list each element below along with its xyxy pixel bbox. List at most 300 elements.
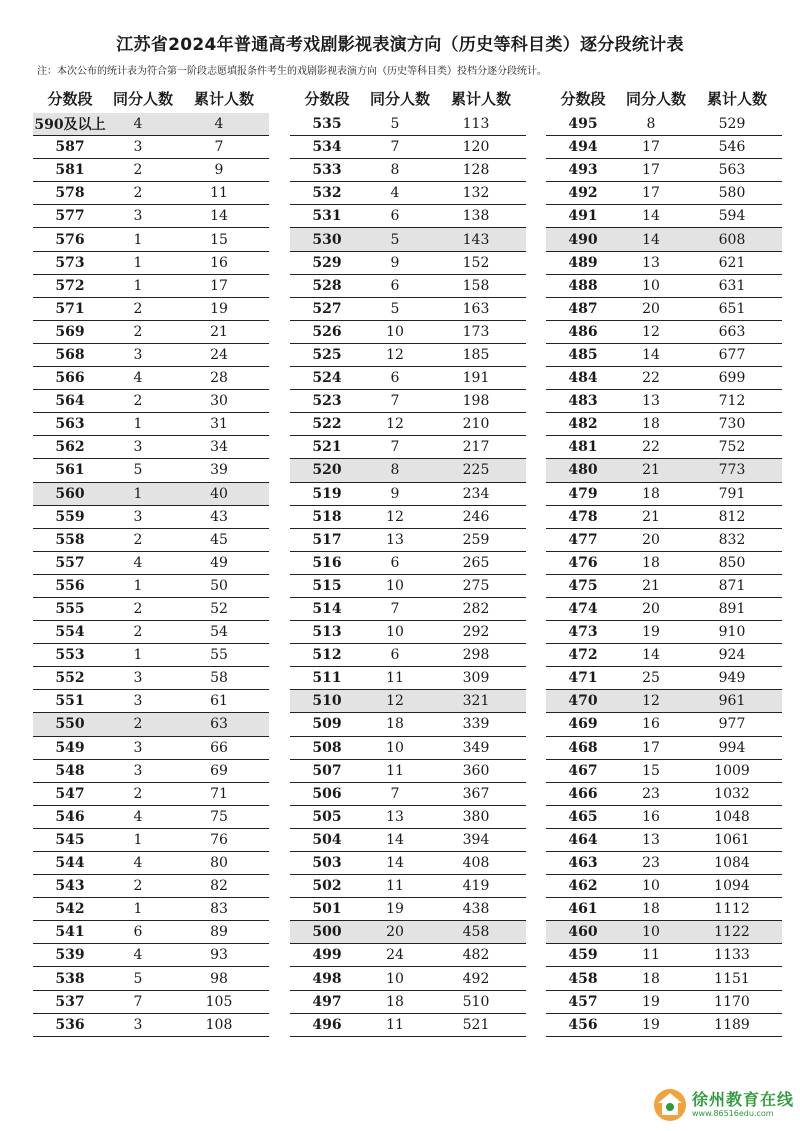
table-row [290, 344, 526, 367]
cumulative-cell: 1189 [714, 1016, 750, 1033]
table-row [546, 159, 782, 182]
cumulative-cell: 4 [214, 116, 224, 133]
cumulative-cell: 1122 [714, 924, 750, 941]
count-cell: 7 [390, 393, 400, 410]
table-row [33, 783, 269, 806]
cumulative-cell: 17 [210, 277, 228, 294]
cumulative-cell: 143 [462, 231, 490, 248]
table-row [33, 506, 269, 529]
score-cell: 489 [568, 254, 598, 271]
score-cell: 464 [568, 831, 598, 848]
table-row [33, 275, 269, 298]
score-cell: 545 [55, 831, 85, 848]
score-cell: 484 [568, 370, 598, 387]
score-cell: 559 [55, 508, 85, 525]
cumulative-cell: 225 [462, 462, 490, 479]
count-cell: 24 [386, 947, 404, 964]
score-cell: 539 [55, 947, 85, 964]
count-cell: 2 [133, 624, 143, 641]
page-title: 江苏省2024年普通高考戏剧影视表演方向（历史等科目类）逐分段统计表 [116, 35, 684, 55]
cumulative-cell: 712 [718, 393, 746, 410]
count-cell: 3 [133, 439, 143, 456]
cumulative-cell: 76 [210, 831, 228, 848]
table-row [33, 690, 269, 713]
score-cell: 551 [55, 693, 85, 710]
count-cell: 10 [642, 924, 660, 941]
score-cell: 564 [55, 393, 85, 410]
count-cell: 4 [133, 947, 143, 964]
cumulative-cell: 105 [205, 993, 233, 1010]
score-cell: 473 [568, 624, 598, 641]
score-cell: 572 [55, 277, 85, 294]
cumulative-cell: 419 [462, 878, 490, 895]
cumulative-cell: 14 [210, 208, 228, 225]
score-cell: 554 [55, 624, 85, 641]
score-cell: 523 [312, 393, 342, 410]
table-row [290, 829, 526, 852]
score-cell: 516 [312, 554, 342, 571]
score-cell: 527 [312, 300, 342, 317]
cumulative-cell: 408 [462, 855, 490, 872]
count-cell: 1 [133, 831, 143, 848]
count-cell: 25 [642, 670, 660, 687]
table-row [290, 875, 526, 898]
count-cell: 10 [386, 323, 404, 340]
score-cell: 546 [55, 808, 85, 825]
table-row [546, 760, 782, 783]
count-cell: 5 [390, 300, 400, 317]
count-cell: 3 [133, 693, 143, 710]
count-cell: 7 [390, 139, 400, 156]
cumulative-cell: 1151 [714, 970, 750, 987]
table-row [290, 529, 526, 552]
score-cell: 506 [312, 785, 342, 802]
count-cell: 13 [386, 808, 404, 825]
table-row [546, 667, 782, 690]
score-cell: 590及以上 [34, 117, 106, 134]
table-row [290, 690, 526, 713]
cumulative-cell: 529 [718, 116, 746, 133]
count-cell: 18 [642, 901, 660, 918]
count-cell: 4 [133, 554, 143, 571]
cumulative-cell: 128 [462, 162, 490, 179]
count-cell: 7 [133, 993, 143, 1010]
cumulative-cell: 339 [462, 716, 490, 733]
table-row [33, 921, 269, 944]
cumulative-cell: 510 [462, 993, 490, 1010]
score-cell: 507 [312, 762, 342, 779]
cumulative-cell: 24 [210, 346, 228, 363]
table-row [290, 760, 526, 783]
score-cell: 563 [55, 416, 85, 433]
cumulative-cell: 80 [210, 855, 228, 872]
count-cell: 7 [390, 785, 400, 802]
cumulative-cell: 651 [718, 300, 746, 317]
score-cell: 472 [568, 647, 598, 664]
score-cell: 535 [312, 116, 342, 133]
header-score: 分数段 [560, 89, 606, 108]
table-row [290, 321, 526, 344]
count-cell: 3 [133, 208, 143, 225]
score-cell: 509 [312, 716, 342, 733]
count-cell: 2 [133, 531, 143, 548]
table-row [546, 298, 782, 321]
table-row [33, 806, 269, 829]
count-cell: 19 [642, 1016, 660, 1033]
table-row [546, 737, 782, 760]
count-cell: 2 [133, 878, 143, 895]
table-row [546, 228, 782, 251]
cumulative-cell: 546 [718, 139, 746, 156]
cumulative-cell: 34 [210, 439, 228, 456]
count-cell: 16 [642, 716, 660, 733]
score-cell: 480 [568, 462, 598, 479]
score-cell: 469 [568, 716, 598, 733]
table-column-1 [33, 86, 269, 1037]
table-row [290, 390, 526, 413]
count-cell: 1 [133, 277, 143, 294]
cumulative-cell: 138 [462, 208, 490, 225]
table-row [546, 783, 782, 806]
table-row [290, 598, 526, 621]
score-cell: 462 [568, 878, 598, 895]
cumulative-cell: 1061 [714, 831, 750, 848]
score-cell: 534 [312, 139, 342, 156]
count-cell: 19 [386, 901, 404, 918]
score-cell: 514 [312, 601, 342, 618]
score-cell: 553 [55, 647, 85, 664]
score-cell: 543 [55, 878, 85, 895]
score-cell: 468 [568, 739, 598, 756]
table-row [546, 459, 782, 482]
table-row [546, 205, 782, 228]
cumulative-cell: 40 [210, 485, 228, 502]
score-cell: 522 [312, 416, 342, 433]
table-row [33, 875, 269, 898]
count-cell: 18 [642, 416, 660, 433]
score-cell: 531 [312, 208, 342, 225]
score-cell: 529 [312, 254, 342, 271]
score-cell: 568 [55, 346, 85, 363]
count-cell: 6 [390, 277, 400, 294]
table-row [546, 483, 782, 506]
score-cell: 497 [312, 993, 342, 1010]
table-row [546, 875, 782, 898]
cumulative-cell: 132 [462, 185, 490, 202]
score-cell: 573 [55, 254, 85, 271]
score-cell: 515 [312, 577, 342, 594]
table-row [33, 436, 269, 459]
table-row [290, 159, 526, 182]
cumulative-cell: 1048 [714, 808, 750, 825]
cumulative-cell: 910 [718, 624, 746, 641]
score-cell: 466 [568, 785, 598, 802]
score-cell: 471 [568, 670, 598, 687]
count-cell: 11 [386, 670, 404, 687]
score-cell: 557 [55, 554, 85, 571]
table-row [546, 575, 782, 598]
score-cell: 456 [568, 1016, 598, 1033]
cumulative-cell: 292 [462, 624, 490, 641]
count-cell: 3 [133, 139, 143, 156]
score-cell: 552 [55, 670, 85, 687]
table-row [546, 552, 782, 575]
cumulative-cell: 163 [462, 300, 490, 317]
table-row [290, 783, 526, 806]
table-row [546, 413, 782, 436]
score-cell: 508 [312, 739, 342, 756]
cumulative-cell: 39 [210, 462, 228, 479]
table-row [546, 806, 782, 829]
count-cell: 11 [386, 878, 404, 895]
cumulative-cell: 75 [210, 808, 228, 825]
count-cell: 1 [133, 901, 143, 918]
count-cell: 2 [133, 601, 143, 618]
table-row [546, 344, 782, 367]
table-row [290, 644, 526, 667]
score-cell: 581 [55, 162, 85, 179]
count-cell: 6 [390, 370, 400, 387]
count-cell: 2 [133, 300, 143, 317]
table-row [33, 737, 269, 760]
table-row [290, 136, 526, 159]
table-column-2 [290, 86, 526, 1037]
cumulative-cell: 234 [462, 485, 490, 502]
score-cell: 493 [568, 162, 598, 179]
table-row [290, 275, 526, 298]
header-count: 同分人数 [112, 89, 173, 108]
cumulative-cell: 45 [210, 531, 228, 548]
table-row [33, 113, 269, 136]
header-cumulative: 累计人数 [450, 89, 511, 108]
score-cell: 558 [55, 531, 85, 548]
score-cell: 494 [568, 139, 598, 156]
count-cell: 14 [642, 346, 660, 363]
count-cell: 18 [642, 554, 660, 571]
score-cell: 476 [568, 554, 598, 571]
count-cell: 19 [642, 993, 660, 1010]
count-cell: 3 [133, 1016, 143, 1033]
table-row [33, 483, 269, 506]
cumulative-cell: 949 [718, 670, 746, 687]
cumulative-cell: 1094 [714, 878, 750, 895]
count-cell: 22 [642, 370, 660, 387]
table-row [33, 991, 269, 1014]
score-cell: 502 [312, 878, 342, 895]
count-cell: 1 [133, 647, 143, 664]
score-cell: 503 [312, 855, 342, 872]
count-cell: 20 [642, 601, 660, 618]
cumulative-cell: 9 [214, 162, 224, 179]
table-row [33, 205, 269, 228]
score-cell: 457 [568, 993, 598, 1010]
score-cell: 475 [568, 577, 598, 594]
score-cell: 479 [568, 485, 598, 502]
score-cell: 461 [568, 901, 598, 918]
table-row [33, 252, 269, 275]
score-cell: 513 [312, 624, 342, 641]
table-row [290, 252, 526, 275]
cumulative-cell: 298 [462, 647, 490, 664]
cumulative-cell: 61 [210, 693, 228, 710]
count-cell: 22 [642, 439, 660, 456]
score-cell: 517 [312, 531, 342, 548]
site-logo [652, 1085, 798, 1127]
score-cell: 560 [55, 485, 85, 502]
count-cell: 18 [642, 485, 660, 502]
header-count: 同分人数 [369, 89, 430, 108]
cumulative-cell: 608 [718, 231, 746, 248]
cumulative-cell: 63 [210, 716, 228, 733]
score-cell: 491 [568, 208, 598, 225]
count-cell: 11 [386, 762, 404, 779]
count-cell: 4 [133, 855, 143, 872]
cumulative-cell: 850 [718, 554, 746, 571]
cumulative-cell: 173 [462, 323, 490, 340]
count-cell: 2 [133, 393, 143, 410]
table-row [290, 367, 526, 390]
table-row [546, 436, 782, 459]
count-cell: 17 [642, 162, 660, 179]
table-row [33, 529, 269, 552]
header-count: 同分人数 [625, 89, 686, 108]
table-row [290, 944, 526, 967]
score-cell: 520 [312, 462, 342, 479]
count-cell: 21 [642, 508, 660, 525]
score-cell: 485 [568, 346, 598, 363]
count-cell: 5 [390, 231, 400, 248]
count-cell: 3 [133, 508, 143, 525]
table-row [290, 413, 526, 436]
table-row [290, 737, 526, 760]
score-cell: 483 [568, 393, 598, 410]
score-cell: 549 [55, 739, 85, 756]
score-cell: 477 [568, 531, 598, 548]
cumulative-cell: 158 [462, 277, 490, 294]
cumulative-cell: 191 [462, 370, 490, 387]
table-row [546, 944, 782, 967]
table-row [33, 228, 269, 251]
count-cell: 11 [386, 1016, 404, 1033]
score-cell: 547 [55, 785, 85, 802]
count-cell: 6 [390, 208, 400, 225]
cumulative-cell: 30 [210, 393, 228, 410]
cumulative-cell: 265 [462, 554, 490, 571]
header-score: 分数段 [304, 89, 350, 108]
cumulative-cell: 55 [210, 647, 228, 664]
score-cell: 511 [312, 670, 342, 687]
score-cell: 538 [55, 970, 85, 987]
score-cell: 487 [568, 300, 598, 317]
count-cell: 14 [386, 831, 404, 848]
cumulative-cell: 50 [210, 577, 228, 594]
cumulative-cell: 663 [718, 323, 746, 340]
cumulative-cell: 360 [462, 762, 490, 779]
table-column-3 [546, 86, 782, 1037]
count-cell: 4 [390, 185, 400, 202]
count-cell: 14 [386, 855, 404, 872]
table-row [33, 344, 269, 367]
table-row [290, 621, 526, 644]
score-cell: 561 [55, 462, 85, 479]
cumulative-cell: 19 [210, 300, 228, 317]
table-row [546, 182, 782, 205]
cumulative-cell: 977 [718, 716, 746, 733]
score-cell: 566 [55, 370, 85, 387]
count-cell: 6 [390, 554, 400, 571]
cumulative-cell: 66 [210, 739, 228, 756]
cumulative-cell: 7 [214, 139, 224, 156]
cumulative-cell: 832 [718, 531, 746, 548]
count-cell: 14 [642, 231, 660, 248]
cumulative-cell: 1170 [714, 993, 750, 1010]
count-cell: 5 [133, 462, 143, 479]
cumulative-cell: 43 [210, 508, 228, 525]
table-row [546, 367, 782, 390]
score-cell: 569 [55, 323, 85, 340]
cumulative-cell: 563 [718, 162, 746, 179]
count-cell: 4 [133, 370, 143, 387]
score-cell: 528 [312, 277, 342, 294]
count-cell: 12 [386, 346, 404, 363]
score-cell: 544 [55, 855, 85, 872]
cumulative-cell: 367 [462, 785, 490, 802]
header-score: 分数段 [47, 89, 93, 108]
count-cell: 10 [386, 739, 404, 756]
score-cell: 533 [312, 162, 342, 179]
table-row [546, 598, 782, 621]
count-cell: 3 [133, 346, 143, 363]
cumulative-cell: 54 [210, 624, 228, 641]
score-cell: 587 [55, 139, 85, 156]
count-cell: 5 [133, 970, 143, 987]
table-row [290, 575, 526, 598]
cumulative-cell: 994 [718, 739, 746, 756]
score-cell: 542 [55, 901, 85, 918]
cumulative-cell: 108 [205, 1016, 233, 1033]
cumulative-cell: 482 [462, 947, 490, 964]
count-cell: 20 [386, 924, 404, 941]
score-cell: 501 [312, 901, 342, 918]
score-cell: 460 [568, 924, 598, 941]
count-cell: 4 [133, 808, 143, 825]
count-cell: 23 [642, 785, 660, 802]
count-cell: 6 [133, 924, 143, 941]
cumulative-cell: 28 [210, 370, 228, 387]
table-row [33, 575, 269, 598]
table-row [33, 829, 269, 852]
count-cell: 4 [133, 116, 143, 133]
cumulative-cell: 394 [462, 831, 490, 848]
cumulative-cell: 349 [462, 739, 490, 756]
table-row [546, 644, 782, 667]
table-row [33, 898, 269, 921]
table-row [546, 852, 782, 875]
score-cell: 498 [312, 970, 342, 987]
table-row [33, 459, 269, 482]
cumulative-cell: 120 [462, 139, 490, 156]
table-row [546, 113, 782, 136]
count-cell: 13 [642, 831, 660, 848]
table-row [33, 644, 269, 667]
score-cell: 463 [568, 855, 598, 872]
table-row [546, 252, 782, 275]
table-row [33, 713, 269, 736]
cumulative-cell: 321 [462, 693, 490, 710]
count-cell: 2 [133, 185, 143, 202]
count-cell: 9 [390, 485, 400, 502]
table-row [290, 298, 526, 321]
